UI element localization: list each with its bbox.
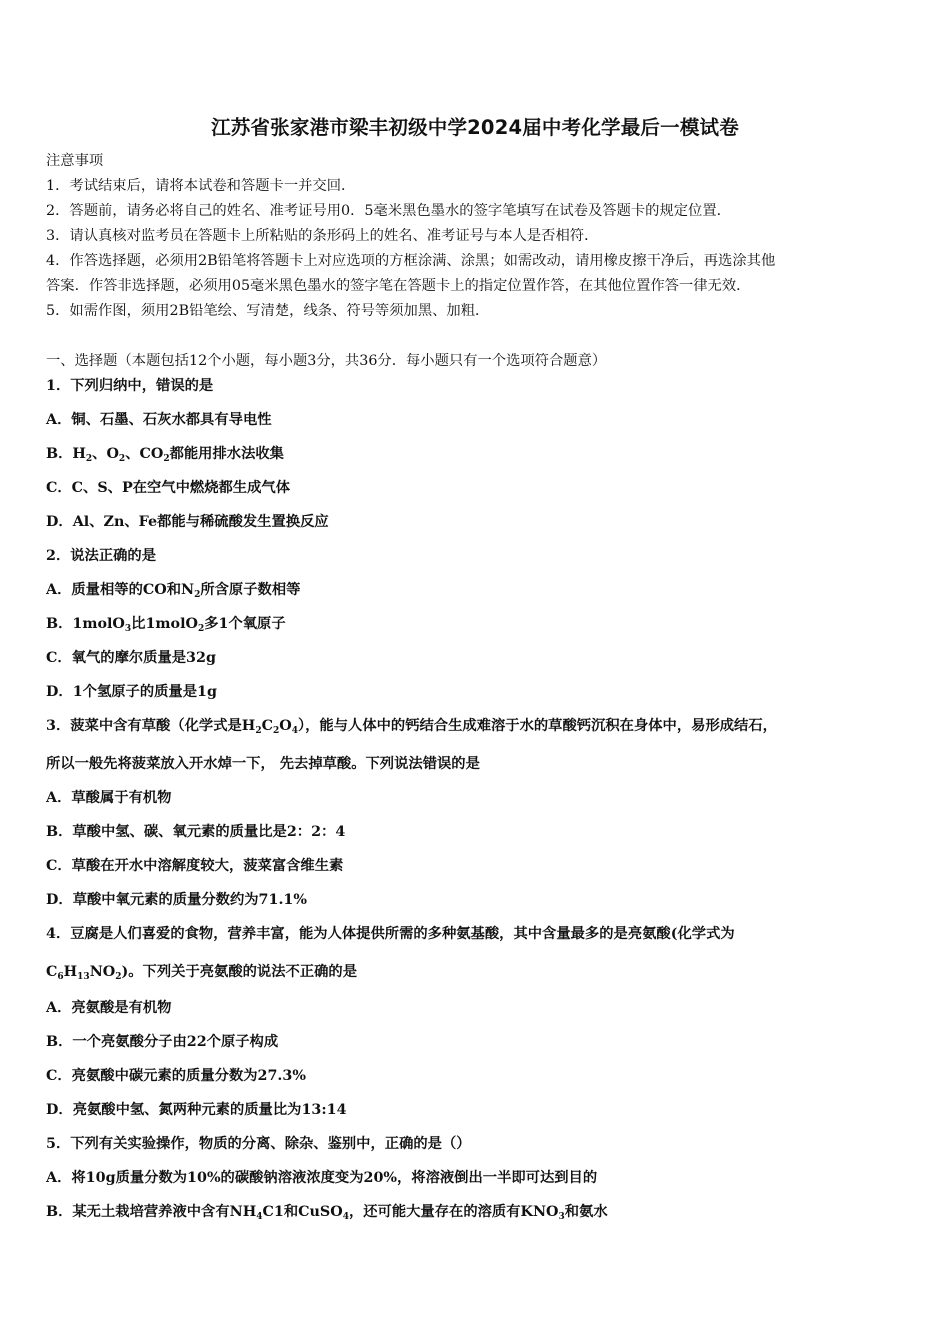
q2-a-subscript: 2 [194, 590, 201, 600]
q1-b-subscript: 2 [163, 454, 170, 464]
q5-stem: 5．下列有关实验操作，物质的分离、除杂、鉴别中，正确的是（） [46, 1136, 471, 1152]
q1-b-text: 都能用排水法收集 [169, 446, 284, 462]
q3-stem-text: O [279, 718, 292, 734]
q5-option-a: A．将10g质量分数为10%的碳酸钠溶液浓度变为20%，将溶液倒出一半即可达到目的 [46, 1170, 598, 1186]
q3-option-b: B．草酸中氢、碳、氧元素的质量比是2：2：4 [46, 824, 346, 840]
q4-subscript: 6 [57, 972, 64, 982]
q4-stem-text: C [46, 964, 58, 980]
q4-option-c: C．亮氨酸中碳元素的质量分数为27.3% [46, 1068, 306, 1084]
q2-b-text: 比1molO [131, 616, 198, 632]
q4-subscript: 2 [115, 972, 122, 982]
q4-stem-text: NO [89, 964, 116, 980]
q2-stem: 2．说法正确的是 [46, 548, 157, 564]
q3-stem-text: 3．菠菜中含有草酸（化学式是H [46, 718, 256, 734]
q1-b-text: 、O [92, 446, 119, 462]
q5-b-subscript: 4 [342, 1212, 349, 1222]
q3-option-c: C．草酸在开水中溶解度较大，菠菜富含维生素 [46, 858, 344, 874]
q2-b-subscript: 3 [124, 624, 132, 634]
q1-option-b [46, 445, 916, 468]
q5-b-text: C1和CuSO [262, 1204, 343, 1220]
notice-item-4: 4．作答选择题，必须用2B铅笔将答题卡上对应选项的方框涂满、涂黑；如需改动，请用橡皮擦干净后，再选涂其他 [46, 253, 776, 269]
q1-stem: 1．下列归纳中，错误的是 [46, 378, 214, 394]
q1-b-subscript: 2 [85, 454, 93, 464]
q3-option-a: A．草酸属于有机物 [46, 790, 172, 806]
q3-option-d: D．草酸中氧元素的质量分数约为71.1% [46, 892, 307, 908]
q2-option-a [46, 581, 916, 604]
q2-b-text: 多1个氧原子 [204, 616, 286, 632]
q4-subscript: 13 [77, 972, 90, 982]
q1-option-a: A．铜、石墨、石灰水都具有导电性 [46, 412, 272, 428]
q4-stem-text: )。下列关于亮氨酸的说法不正确的是 [121, 964, 358, 980]
q4-stem-line-2 [46, 963, 916, 986]
q4-option-d: D．亮氨酸中氢、氮两种元素的质量比为13:14 [46, 1102, 347, 1118]
q2-b-subscript: 2 [197, 624, 205, 634]
q5-b-text: 和氨水 [564, 1204, 608, 1220]
notice-item-5: 5．如需作图，须用2B铅笔绘、写清楚，线条、符号等须加黑、加粗． [46, 303, 490, 319]
q4-stem-text: H [63, 964, 78, 980]
q1-b-subscript: 2 [118, 454, 126, 464]
q4-option-a: A．亮氨酸是有机物 [46, 1000, 172, 1016]
page-title: 江苏省张家港市梁丰初级中学2024届中考化学最后一模试卷 [211, 116, 739, 139]
q2-a-text: 所含原子数相等 [200, 582, 301, 598]
q5-b-text: ，还可能大量存在的溶质有KNO [348, 1204, 559, 1220]
q3-stem-text: ），能与人体中的钙结合生成难溶于水的草酸钙沉积在身体中，易形成结石， [297, 718, 777, 734]
q1-b-text: B．H [46, 446, 86, 462]
q3-subscript: 2 [255, 726, 262, 736]
q5-b-subscript: 3 [558, 1212, 565, 1222]
notice-heading: 注意事项 [46, 153, 104, 169]
q2-b-text: B．1molO [46, 616, 125, 632]
q3-stem-text: C [261, 718, 273, 734]
q5-b-subscript: 4 [256, 1212, 263, 1222]
section-heading: 一、选择题（本题包括12个小题，每小题3分，共36分．每小题只有一个选项符合题意） [46, 353, 607, 369]
q4-stem: 4．豆腐是人们喜爱的食物，营养丰富，能为人体提供所需的多种氨基酸，其中含量最多的是亮氨酸(化学式为 [46, 926, 735, 942]
q3-subscript: 2 [272, 726, 280, 736]
notice-item-4-cont: 答案．作答非选择题，必须用05毫米黑色墨水的签字笔在答题卡上的指定位置作答，在其他位置作答一律无效． [46, 278, 751, 294]
q2-option-b [46, 615, 916, 638]
q3-subscript: 4 [291, 726, 298, 736]
q2-a-text: A．质量相等的CO和N [46, 582, 195, 598]
notice-item-2: 2．答题前，请务必将自己的姓名、准考证号用0．5毫米黑色墨水的签字笔填写在试卷及答题卡的规定位置． [46, 203, 731, 219]
notice-item-3: 3．请认真核对监考员在答题卡上所粘贴的条形码上的姓名、准考证号与本人是否相符． [46, 228, 599, 244]
q1-b-text: 、CO [125, 446, 164, 462]
q3-stem [46, 717, 916, 740]
q1-option-c: C．C、S、P在空气中燃烧都生成气体 [46, 480, 290, 496]
q2-option-d: D．1个氢原子的质量是1g [46, 684, 217, 700]
q4-option-b: B．一个亮氨酸分子由22个原子构成 [46, 1034, 279, 1050]
q3-stem-line-2: 所以一般先将菠菜放入开水焯一下， 先去掉草酸。下列说法错误的是 [46, 756, 480, 772]
notice-item-1: 1．考试结束后，请将本试卷和答题卡一并交回． [46, 178, 356, 194]
q5-b-text: B．某无土栽培营养液中含有NH [46, 1204, 257, 1220]
q1-option-d: D．Al、Zn、Fe都能与稀硫酸发生置换反应 [46, 514, 329, 530]
q5-option-b [46, 1203, 916, 1226]
q2-option-c: C．氧气的摩尔质量是32g [46, 650, 216, 666]
